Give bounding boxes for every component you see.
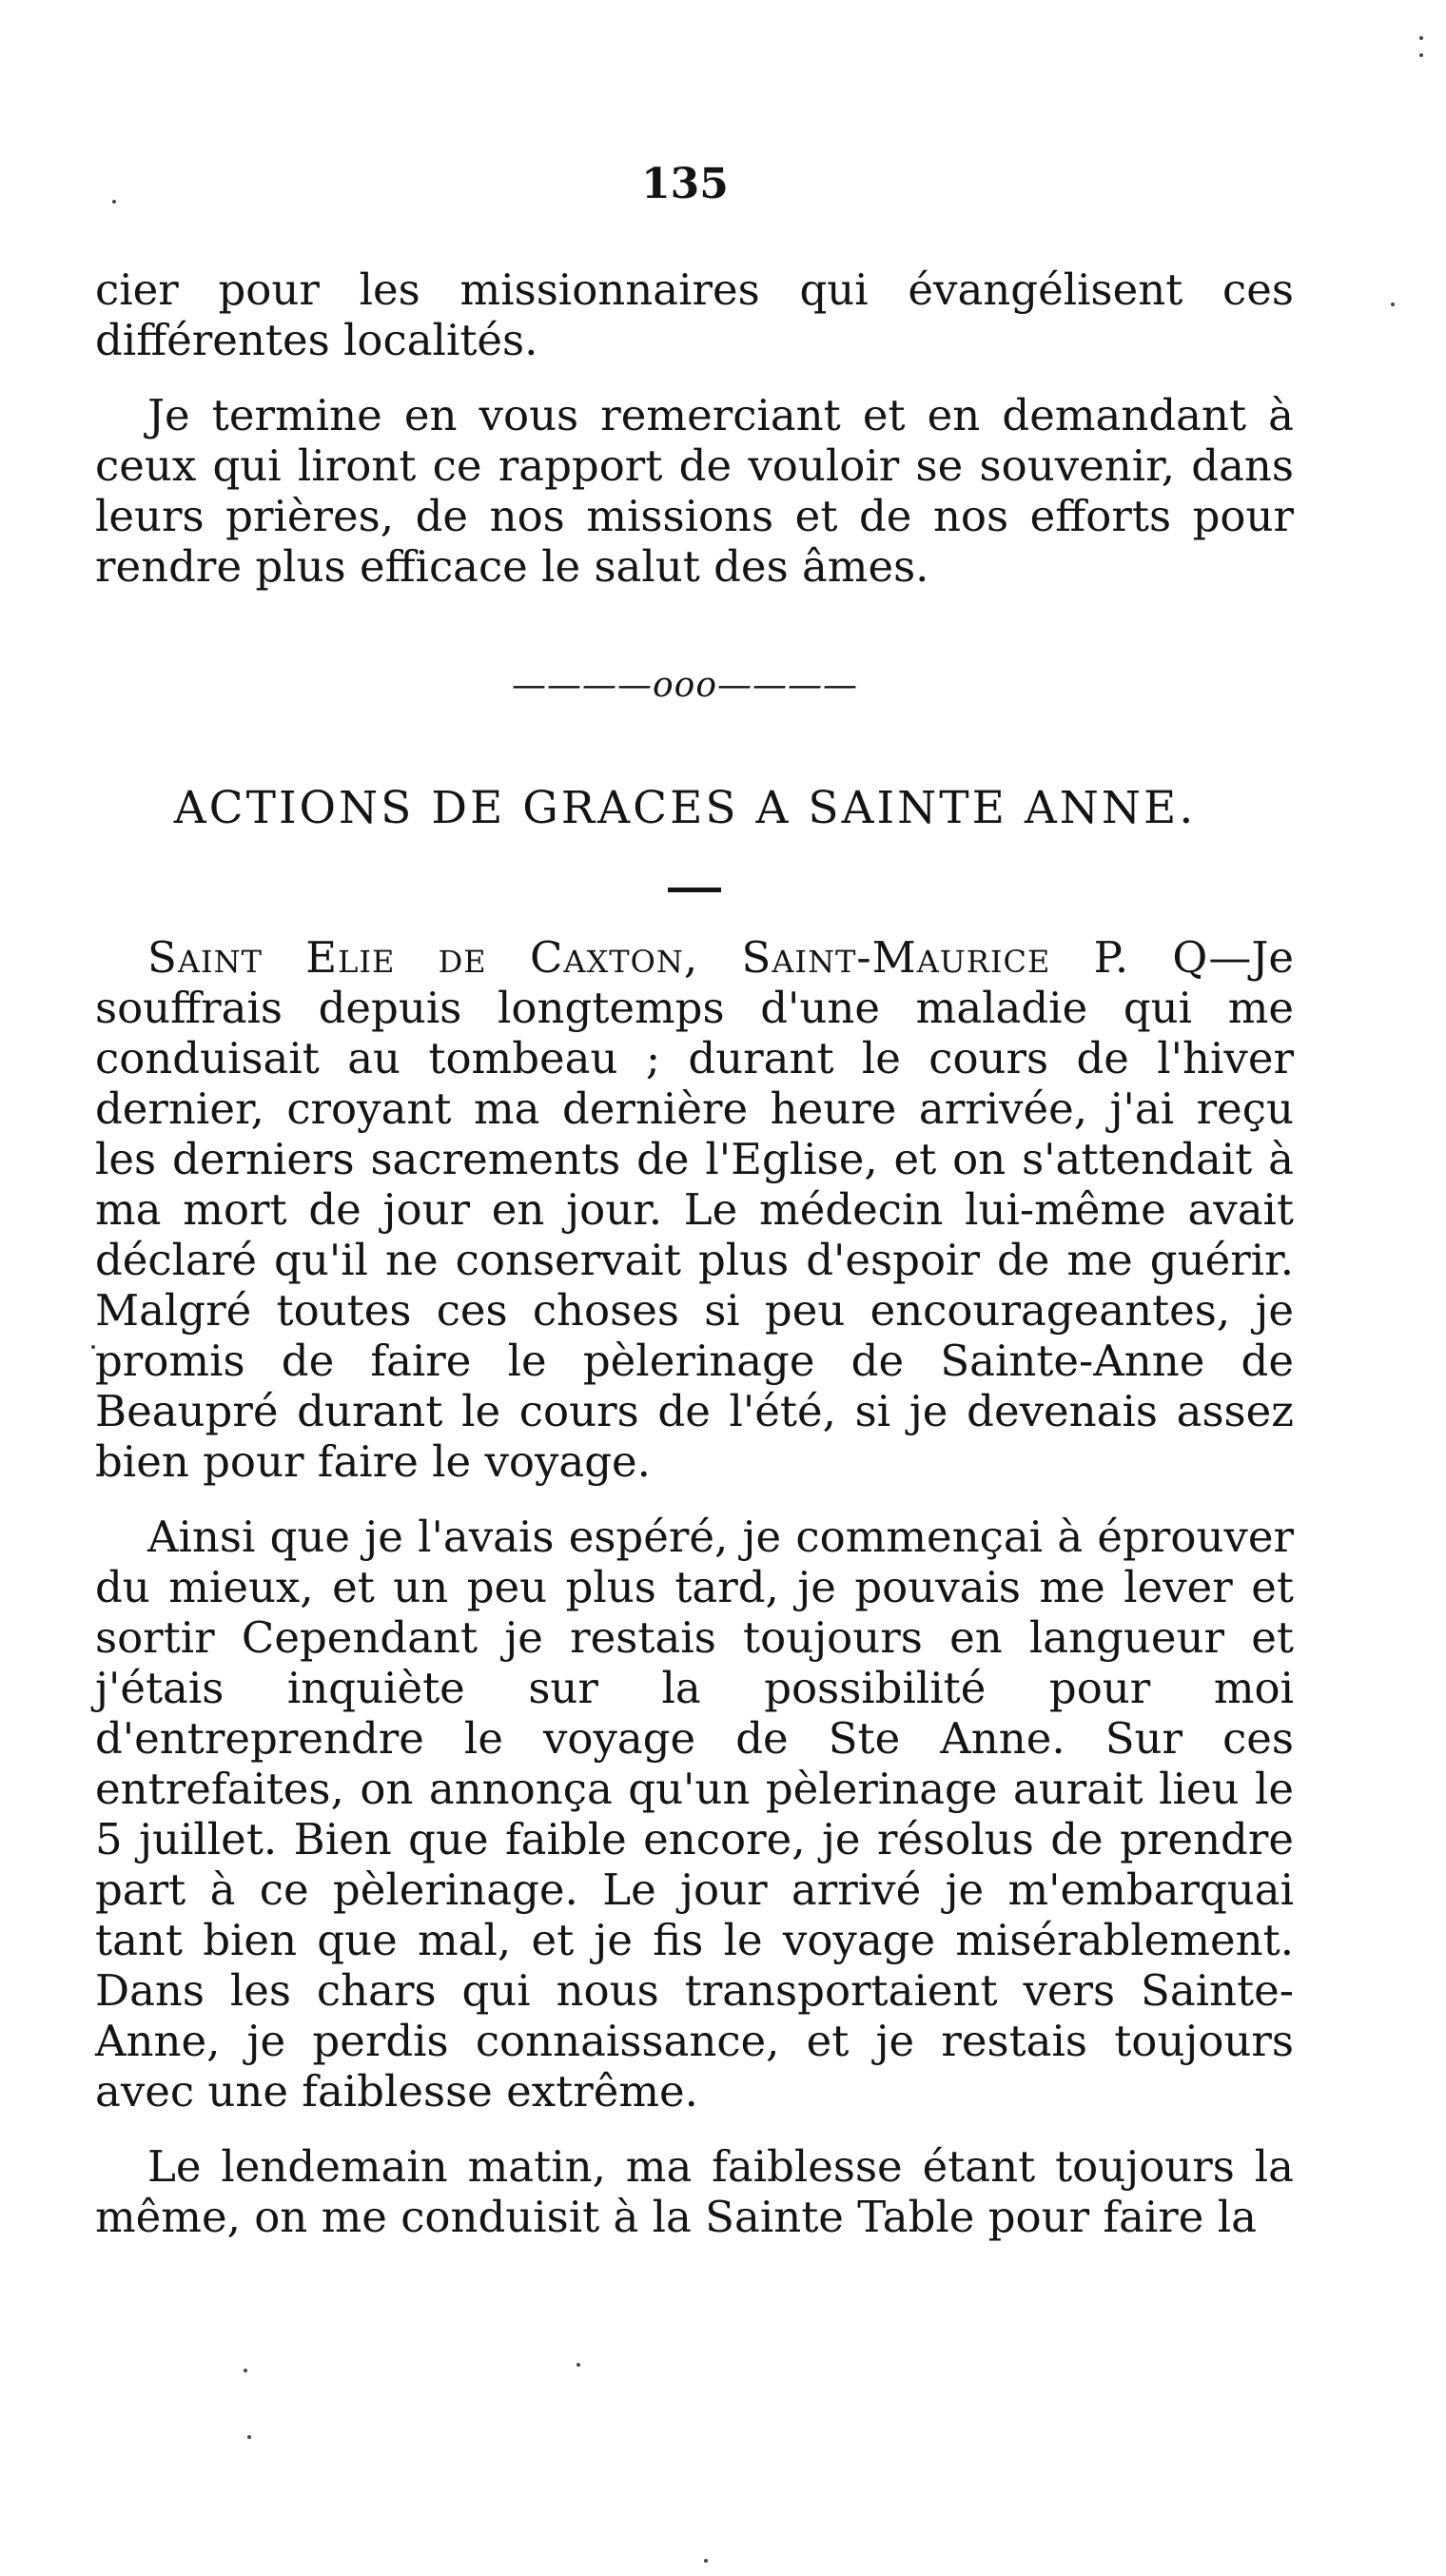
print-speck (576, 2363, 580, 2367)
print-speck (1419, 36, 1423, 40)
print-speck (112, 200, 116, 204)
letter-opening: —Je souffrais depuis longtemps d'une maladie qui me conduisait au tombeau ; durant le cours de l'hiver dernier, croyant ma dernière heure arrivée, j'ai reçu les derniers sacrements de l'Eglise, et on s'attendait à ma mort de jour en jour. Le médecin lui-même avait déclaré qu'il ne conservait plus d'espoir de me guérir. Malgré toutes ces choses si peu encourageantes, je promis de faire le pèlerinage de Sainte-Anne de Beaupré durant le cours de l'été, si je devenais assez bien pour faire le voyage. (95, 932, 1294, 1487)
heading-rule (668, 888, 721, 892)
letter-place: Saint Elie de Caxton, Saint-Maurice P. Q (147, 932, 1209, 983)
top-text-block (95, 264, 1294, 592)
letter-text-block (95, 932, 1294, 2242)
continued-paragraph: cier pour les missionnaires qui évangélisent ces différentes localités. (95, 264, 1294, 365)
print-speck (247, 2435, 251, 2439)
closing-paragraph: Je termine en vous remerciant et en demandant à ceux qui liront ce rapport de vouloir se souvenir, dans leurs prières, de nos missions et de nos efforts pour rendre plus efficace le salut des âmes. (95, 390, 1294, 592)
letter-paragraph: Ainsi que je l'avais espéré, je commençai à éprouver du mieux, et un peu plus tard, je pouvais me lever et sortir Cependant je restais toujours en langueur et j'étais inquiète sur la possibilité pour moi d'entreprendre le voyage de Ste Anne. Sur ces entrefaites, on annonça qu'un pèlerinage aurait lieu le 5 juillet. Bien que faible encore, je résolus de prendre part à ce pèlerinage. Le jour arrivé je m'embarquai tant bien que mal, et je fis le voyage misérablement. Dans les chars qui nous transportaient vers Sainte-Anne, je perdis connaissance, et je restais toujours avec une faiblesse extrême. (95, 1512, 1294, 2117)
section-divider: ————ooo———— (511, 666, 859, 705)
letter-first-paragraph (95, 932, 1294, 1487)
section-heading: ACTIONS DE GRACES A SAINTE ANNE. (173, 782, 1197, 834)
print-speck (1419, 53, 1423, 57)
print-speck (1391, 302, 1395, 306)
print-speck (244, 2369, 247, 2372)
page-number: 135 (641, 160, 729, 208)
print-speck (704, 2559, 708, 2563)
letter-paragraph: Le lendemain matin, ma faiblesse étant toujours la même, on me conduisit à la Sainte Table pour faire la (95, 2141, 1294, 2242)
print-speck (91, 1345, 95, 1349)
